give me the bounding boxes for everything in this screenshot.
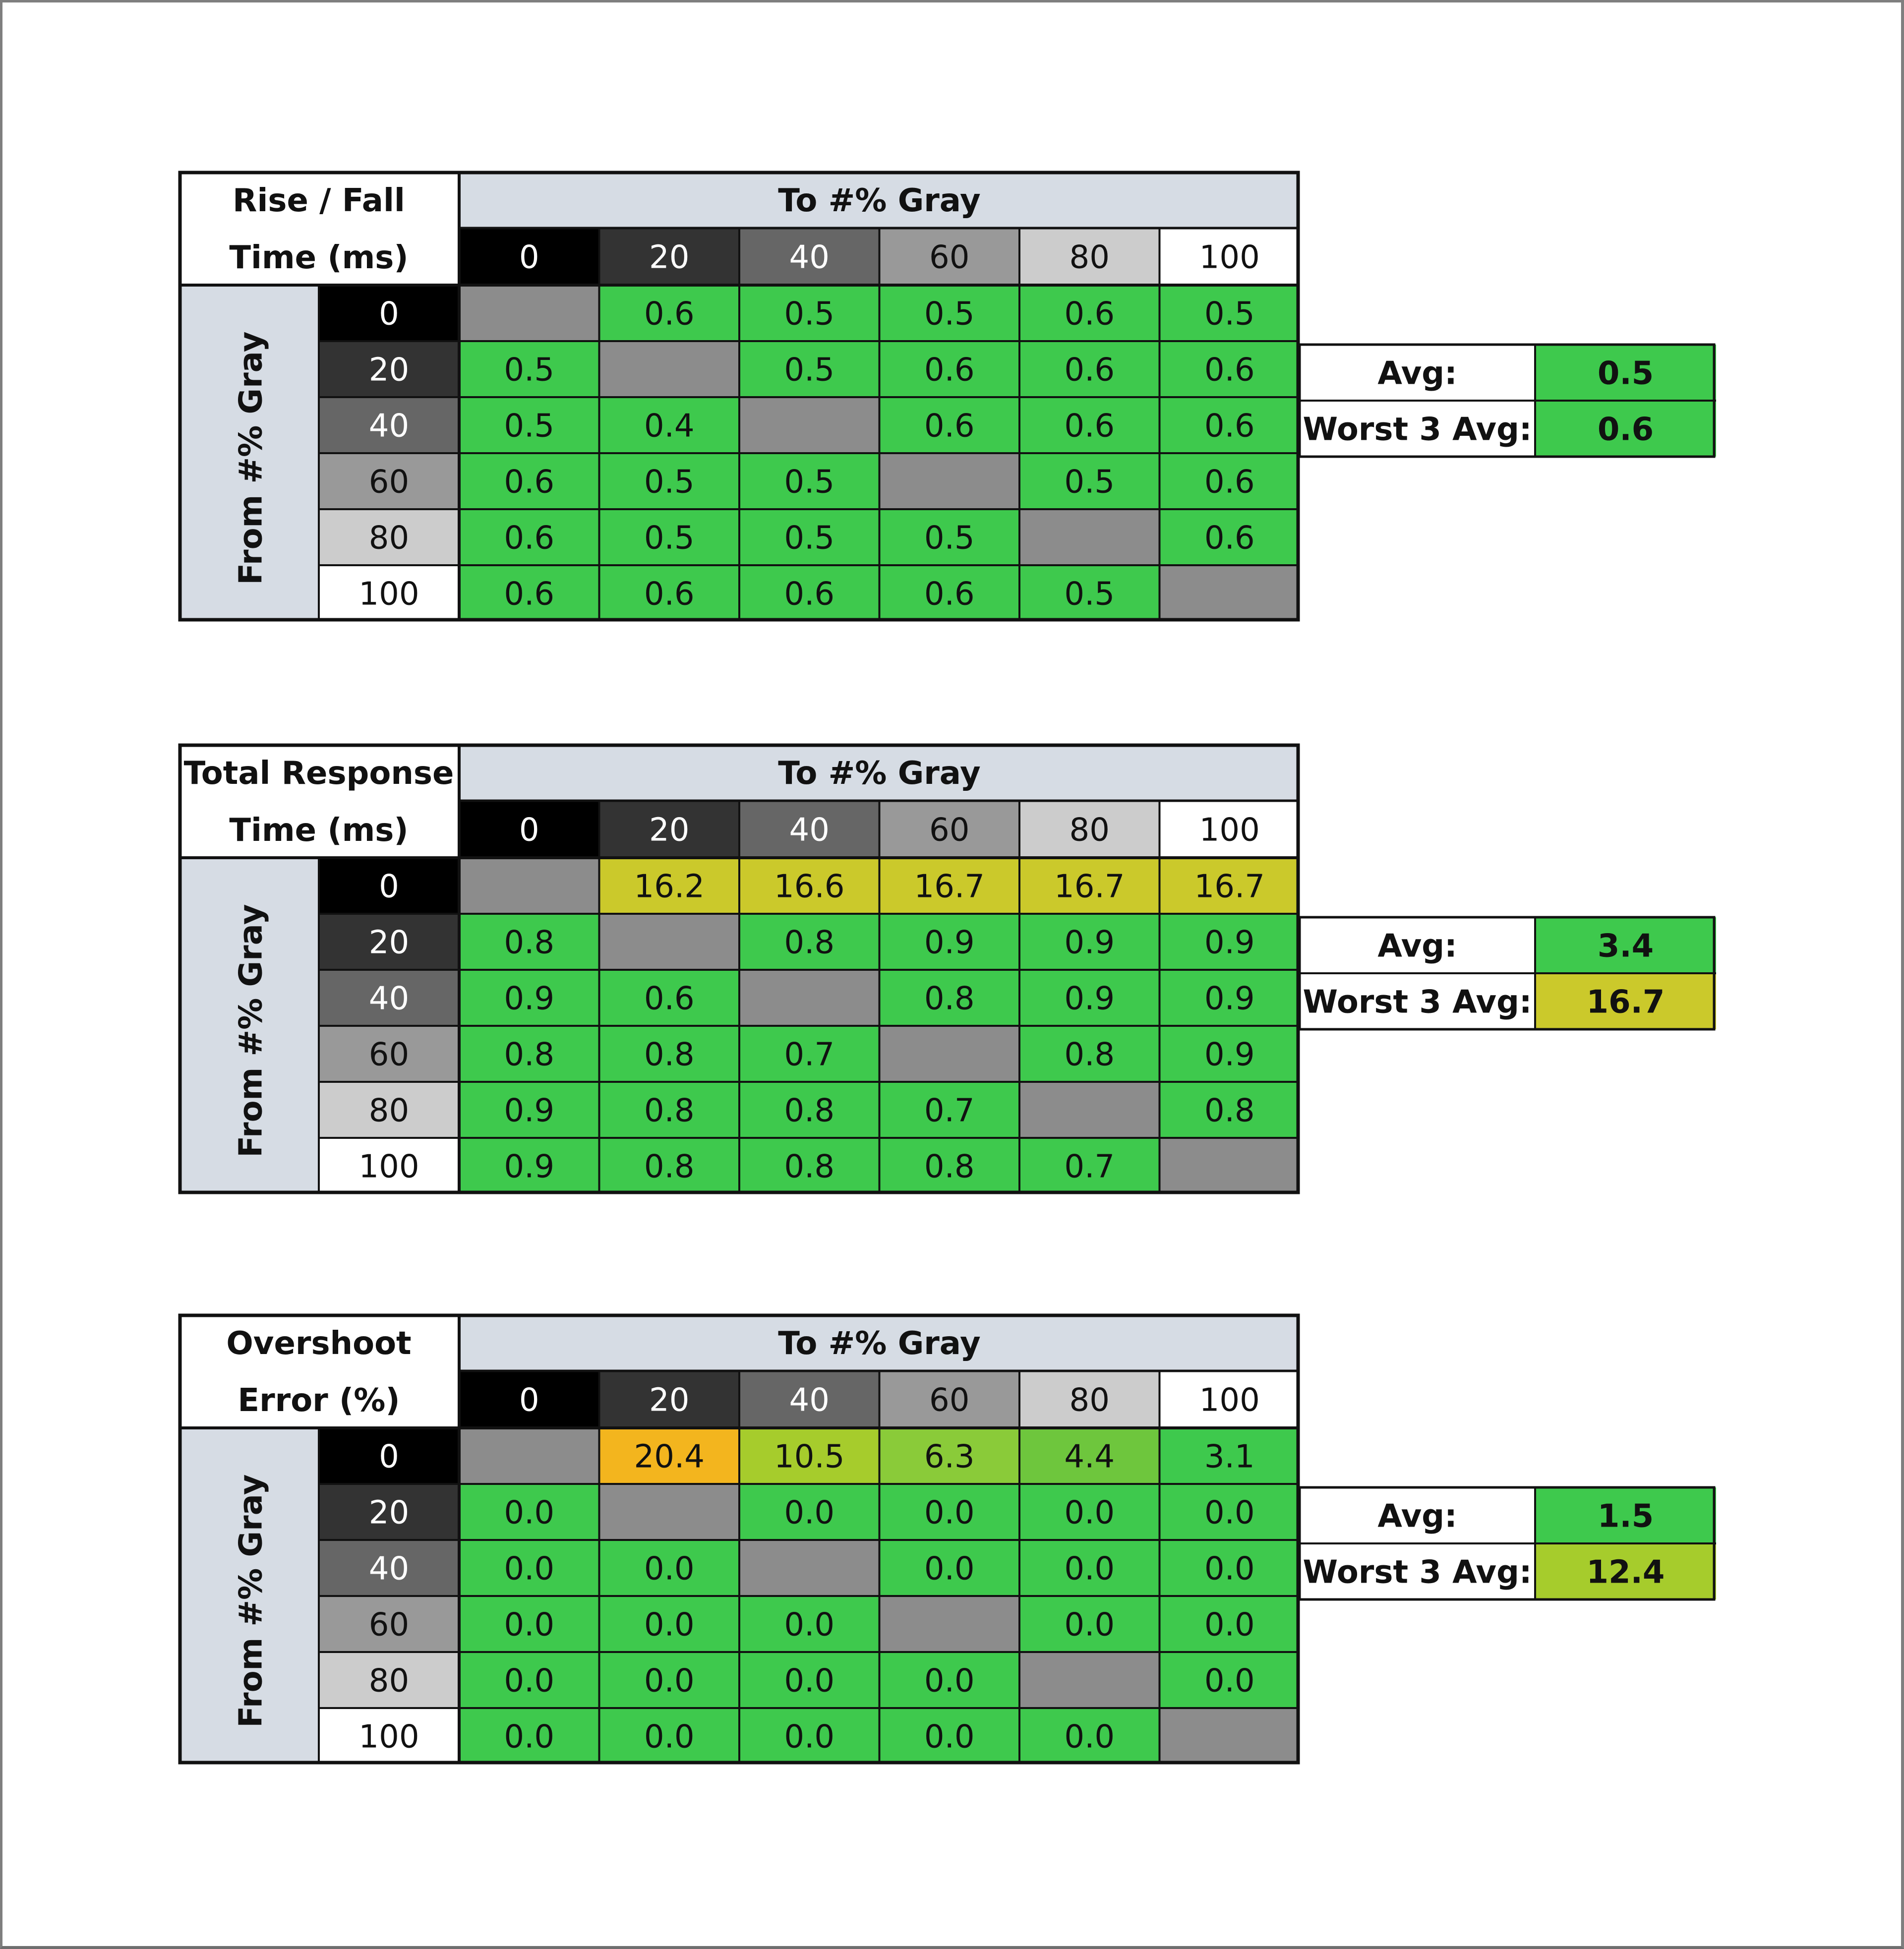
matrix-value: 0.5 xyxy=(784,352,835,389)
matrix-value: 0.9 xyxy=(504,1092,555,1129)
matrix-cell xyxy=(880,453,1020,509)
matrix-value: 0.9 xyxy=(1204,980,1255,1017)
matrix-value: 10.5 xyxy=(774,1438,845,1476)
row-level-label: 100 xyxy=(358,1718,419,1756)
matrix-cell xyxy=(880,1026,1020,1082)
table-title-line2: Time (ms) xyxy=(229,239,409,276)
matrix-value: 0.8 xyxy=(784,1092,835,1129)
row-level-label: 0 xyxy=(379,295,399,333)
matrix-cell xyxy=(739,970,880,1026)
matrix-cell xyxy=(1019,1082,1160,1138)
worst-3-avg-value: 0.6 xyxy=(1597,411,1654,448)
matrix-cell xyxy=(1019,1652,1160,1708)
col-level-label: 0 xyxy=(519,812,539,849)
matrix-value: 0.6 xyxy=(1204,352,1255,389)
matrix-value: 0.0 xyxy=(504,1606,555,1644)
table-title-line1: Rise / Fall xyxy=(233,182,405,219)
row-level-label: 0 xyxy=(379,868,399,905)
matrix-value: 0.0 xyxy=(1064,1718,1115,1756)
row-level-label: 20 xyxy=(368,1494,410,1532)
col-level-label: 60 xyxy=(929,239,970,276)
matrix-value: 0.6 xyxy=(1064,352,1115,389)
matrix-value: 0.6 xyxy=(504,464,555,501)
matrix-value: 0.8 xyxy=(1204,1092,1255,1129)
matrix-value: 0.6 xyxy=(784,576,835,613)
matrix-value: 0.5 xyxy=(924,520,975,557)
matrix-value: 0.6 xyxy=(1064,408,1115,445)
matrix-cell xyxy=(880,1596,1020,1652)
matrix-value: 0.0 xyxy=(924,1662,975,1700)
matrix-value: 0.6 xyxy=(924,576,975,613)
matrix-cell xyxy=(599,341,740,397)
matrix-value: 0.5 xyxy=(504,352,555,389)
rise-fall-time-table xyxy=(178,171,1728,635)
matrix-value: 0.8 xyxy=(784,1148,835,1185)
col-level-label: 100 xyxy=(1199,812,1260,849)
col-level-label: 40 xyxy=(789,812,830,849)
matrix-cell xyxy=(1160,1138,1300,1194)
col-level-label: 60 xyxy=(929,1382,970,1419)
matrix-value: 0.5 xyxy=(784,295,835,333)
matrix-value: 0.5 xyxy=(1064,464,1115,501)
matrix-cell xyxy=(739,1540,880,1596)
col-level-label: 100 xyxy=(1199,1382,1260,1419)
col-level-label: 0 xyxy=(519,1382,539,1419)
matrix-value: 0.9 xyxy=(1064,980,1115,1017)
col-level-label: 20 xyxy=(649,812,690,849)
row-level-label: 60 xyxy=(368,464,410,501)
matrix-value: 16.7 xyxy=(914,868,985,905)
matrix-value: 0.0 xyxy=(504,1662,555,1700)
matrix-value: 0.9 xyxy=(1204,1036,1255,1073)
matrix-value: 0.5 xyxy=(924,295,975,333)
row-level-label: 80 xyxy=(368,520,410,557)
matrix-value: 0.5 xyxy=(1204,295,1255,333)
matrix-value: 4.4 xyxy=(1064,1438,1115,1476)
row-level-label: 100 xyxy=(358,1148,419,1185)
row-level-label: 20 xyxy=(368,924,410,961)
avg-label: Avg: xyxy=(1377,1498,1457,1535)
matrix-value: 0.9 xyxy=(1064,924,1115,961)
worst-3-avg-value: 16.7 xyxy=(1586,984,1665,1021)
matrix-cell xyxy=(599,914,740,970)
matrix-value: 0.0 xyxy=(924,1550,975,1588)
matrix-value: 0.0 xyxy=(644,1718,695,1756)
row-level-label: 40 xyxy=(368,1550,410,1588)
matrix-value: 0.5 xyxy=(644,520,695,557)
matrix-value: 0.0 xyxy=(644,1550,695,1588)
matrix-cell xyxy=(599,1484,740,1540)
matrix-value: 0.9 xyxy=(504,980,555,1017)
worst-3-avg-value: 12.4 xyxy=(1586,1554,1665,1591)
matrix-value: 0.0 xyxy=(924,1494,975,1532)
matrix-value: 0.8 xyxy=(644,1148,695,1185)
matrix-value: 0.7 xyxy=(924,1092,975,1129)
matrix-value: 16.7 xyxy=(1194,868,1265,905)
col-axis-title: To #% Gray xyxy=(778,1325,981,1362)
matrix-value: 0.6 xyxy=(1204,408,1255,445)
matrix-value: 6.3 xyxy=(924,1438,975,1476)
matrix-value: 0.0 xyxy=(504,1494,555,1532)
col-level-label: 20 xyxy=(649,239,690,276)
matrix-value: 0.0 xyxy=(1204,1662,1255,1700)
worst-3-avg-label: Worst 3 Avg: xyxy=(1303,984,1532,1021)
matrix-value: 0.9 xyxy=(1204,924,1255,961)
row-level-label: 80 xyxy=(368,1662,410,1700)
row-level-label: 60 xyxy=(368,1036,410,1073)
matrix-value: 0.0 xyxy=(1064,1550,1115,1588)
matrix-cell xyxy=(459,1428,599,1484)
row-level-label: 0 xyxy=(379,1438,399,1476)
matrix-value: 0.0 xyxy=(504,1550,555,1588)
matrix-value: 0.4 xyxy=(644,408,695,445)
col-level-label: 80 xyxy=(1069,1382,1110,1419)
row-level-label: 100 xyxy=(358,576,419,613)
matrix-value: 0.0 xyxy=(504,1718,555,1756)
matrix-value: 0.0 xyxy=(1204,1550,1255,1588)
row-axis-title: From #% Gray xyxy=(233,1474,270,1728)
matrix-value: 0.8 xyxy=(924,980,975,1017)
col-level-label: 60 xyxy=(929,812,970,849)
matrix-value: 0.0 xyxy=(784,1606,835,1644)
matrix-cell xyxy=(1160,1708,1300,1764)
matrix-value: 0.0 xyxy=(644,1662,695,1700)
matrix-value: 0.6 xyxy=(924,352,975,389)
overshoot-error-table xyxy=(178,1314,1728,1777)
matrix-value: 0.6 xyxy=(924,408,975,445)
worst-3-avg-label: Worst 3 Avg: xyxy=(1303,411,1532,448)
row-level-label: 40 xyxy=(368,408,410,445)
matrix-value: 0.7 xyxy=(1064,1148,1115,1185)
matrix-value: 0.8 xyxy=(504,924,555,961)
matrix-value: 0.8 xyxy=(924,1148,975,1185)
col-axis-title: To #% Gray xyxy=(778,182,981,219)
matrix-value: 0.6 xyxy=(1064,295,1115,333)
matrix-value: 0.9 xyxy=(504,1148,555,1185)
matrix-value: 0.0 xyxy=(924,1718,975,1756)
matrix-value: 0.8 xyxy=(644,1092,695,1129)
matrix-value: 0.8 xyxy=(1064,1036,1115,1073)
matrix-cell xyxy=(1019,509,1160,565)
matrix-value: 0.8 xyxy=(784,924,835,961)
col-axis-title: To #% Gray xyxy=(778,755,981,792)
matrix-value: 0.0 xyxy=(784,1718,835,1756)
matrix-value: 0.0 xyxy=(1064,1494,1115,1532)
col-level-label: 0 xyxy=(519,239,539,276)
col-level-label: 20 xyxy=(649,1382,690,1419)
matrix-value: 0.5 xyxy=(644,464,695,501)
matrix-value: 0.0 xyxy=(644,1606,695,1644)
matrix-value: 0.0 xyxy=(1204,1494,1255,1532)
matrix-value: 16.2 xyxy=(634,868,705,905)
matrix-value: 0.8 xyxy=(644,1036,695,1073)
col-level-label: 80 xyxy=(1069,812,1110,849)
matrix-value: 0.6 xyxy=(1204,464,1255,501)
col-level-label: 100 xyxy=(1199,239,1260,276)
matrix-value: 0.5 xyxy=(1064,576,1115,613)
matrix-value: 0.0 xyxy=(1064,1606,1115,1644)
matrix-cell xyxy=(459,858,599,914)
row-level-label: 60 xyxy=(368,1606,410,1644)
matrix-cell xyxy=(459,285,599,341)
table-title-line2: Time (ms) xyxy=(229,812,409,849)
matrix-value: 0.6 xyxy=(644,980,695,1017)
avg-value: 3.4 xyxy=(1597,928,1654,965)
matrix-value: 0.0 xyxy=(1204,1606,1255,1644)
table-title-line2: Error (%) xyxy=(238,1382,400,1419)
total-response-time-table xyxy=(178,744,1728,1207)
matrix-value: 16.7 xyxy=(1054,868,1125,905)
avg-label: Avg: xyxy=(1377,355,1457,392)
table-title-line1: Total Response xyxy=(183,755,454,792)
row-axis-title: From #% Gray xyxy=(233,331,270,585)
col-level-label: 40 xyxy=(789,1382,830,1419)
matrix-value: 0.0 xyxy=(784,1494,835,1532)
matrix-value: 0.6 xyxy=(504,520,555,557)
worst-3-avg-label: Worst 3 Avg: xyxy=(1303,1554,1532,1591)
matrix-value: 16.6 xyxy=(774,868,845,905)
row-level-label: 40 xyxy=(368,980,410,1017)
matrix-value: 0.9 xyxy=(924,924,975,961)
matrix-value: 0.0 xyxy=(784,1662,835,1700)
matrix-value: 0.8 xyxy=(504,1036,555,1073)
row-level-label: 80 xyxy=(368,1092,410,1129)
row-axis-title: From #% Gray xyxy=(233,904,270,1158)
col-level-label: 40 xyxy=(789,239,830,276)
avg-value: 0.5 xyxy=(1597,355,1654,392)
matrix-value: 0.5 xyxy=(784,520,835,557)
row-level-label: 20 xyxy=(368,352,410,389)
matrix-value: 0.6 xyxy=(504,576,555,613)
table-title-line1: Overshoot xyxy=(226,1325,412,1362)
avg-value: 1.5 xyxy=(1597,1498,1654,1535)
matrix-value: 20.4 xyxy=(634,1438,705,1476)
matrix-cell xyxy=(1160,565,1300,621)
matrix-value: 0.5 xyxy=(504,408,555,445)
matrix-value: 3.1 xyxy=(1204,1438,1255,1476)
avg-label: Avg: xyxy=(1377,928,1457,965)
matrix-value: 0.7 xyxy=(784,1036,835,1073)
matrix-value: 0.6 xyxy=(1204,520,1255,557)
matrix-value: 0.6 xyxy=(644,576,695,613)
matrix-value: 0.6 xyxy=(644,295,695,333)
matrix-cell xyxy=(739,397,880,453)
col-level-label: 80 xyxy=(1069,239,1110,276)
matrix-value: 0.5 xyxy=(784,464,835,501)
